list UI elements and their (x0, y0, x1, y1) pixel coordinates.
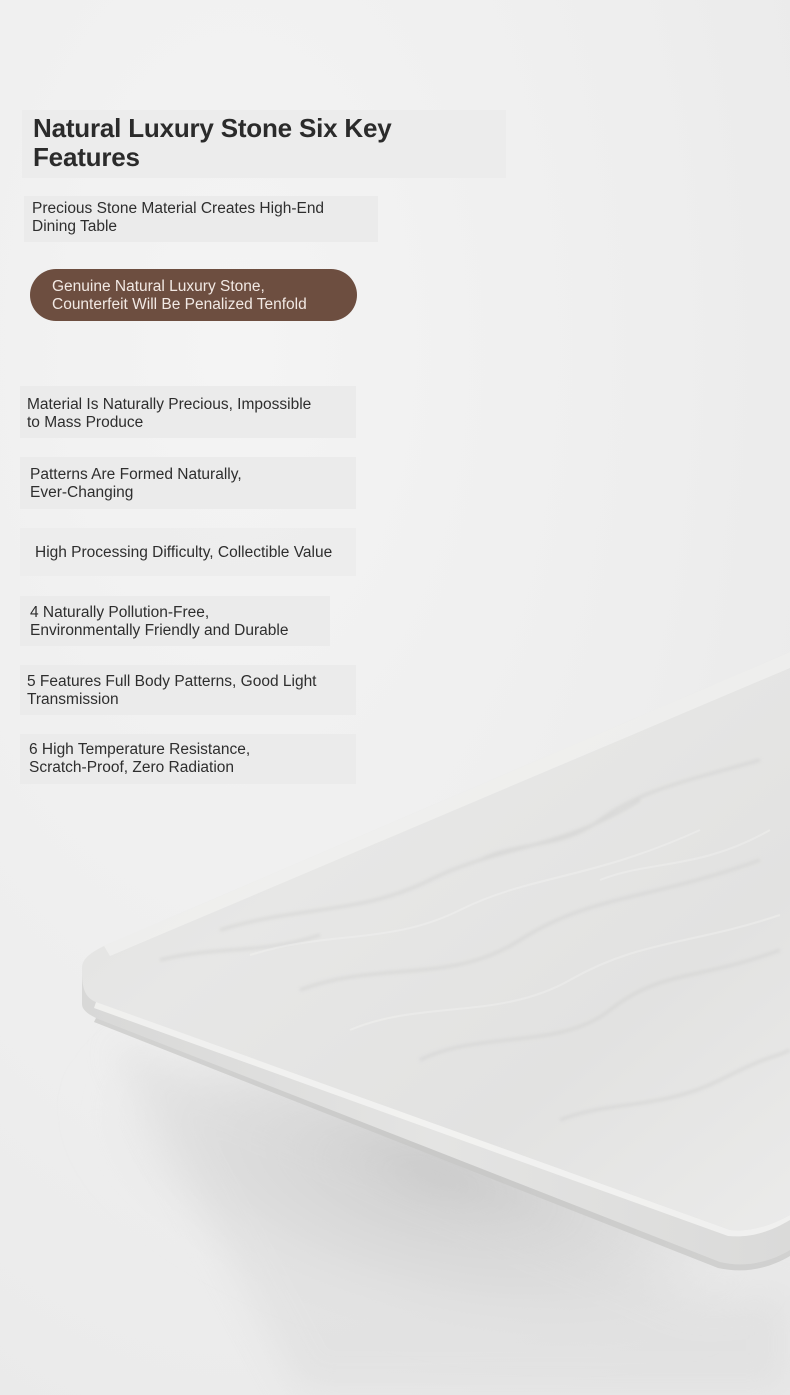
authenticity-badge (30, 269, 357, 321)
page-title (22, 110, 506, 178)
feature-item-1-line-1: Material Is Naturally Precious, Impossible (27, 396, 312, 413)
feature-item-2 (20, 457, 356, 509)
feature-item-5-line-2: Transmission (27, 690, 119, 708)
page-title-line-1: Natural Luxury Stone Six Key (33, 113, 392, 143)
feature-item-1-line-2: to Mass Produce (27, 413, 144, 431)
feature-item-6-line-1: 6 High Temperature Resistance, (29, 741, 251, 758)
page-subtitle-line-2: Dining Table (32, 218, 118, 235)
feature-item-4-line-1: 4 Naturally Pollution-Free, (30, 604, 210, 621)
feature-item-2-line-1: Patterns Are Formed Naturally, (30, 466, 242, 483)
authenticity-badge-line-2: Counterfeit Will Be Penalized Tenfold (52, 296, 307, 313)
feature-item-4-line-2: Environmentally Friendly and Durable (30, 621, 289, 639)
feature-item-1 (20, 386, 356, 438)
authenticity-badge-line-1: Genuine Natural Luxury Stone, (52, 278, 265, 295)
feature-item-2-line-2: Ever-Changing (30, 483, 134, 501)
feature-item-5-line-1: 5 Features Full Body Patterns, Good Light (27, 673, 317, 690)
feature-item-3-line-1: High Processing Difficulty, Collectible Value (35, 544, 333, 561)
feature-item-6 (20, 734, 356, 784)
page-subtitle-line-1: Precious Stone Material Creates High-End (32, 200, 325, 217)
page-subtitle (24, 196, 378, 242)
page-title-line-2: Features (33, 142, 140, 172)
feature-item-6-line-2: Scratch-Proof, Zero Radiation (29, 758, 235, 776)
feature-item-4 (20, 596, 330, 646)
feature-item-5 (20, 665, 356, 715)
